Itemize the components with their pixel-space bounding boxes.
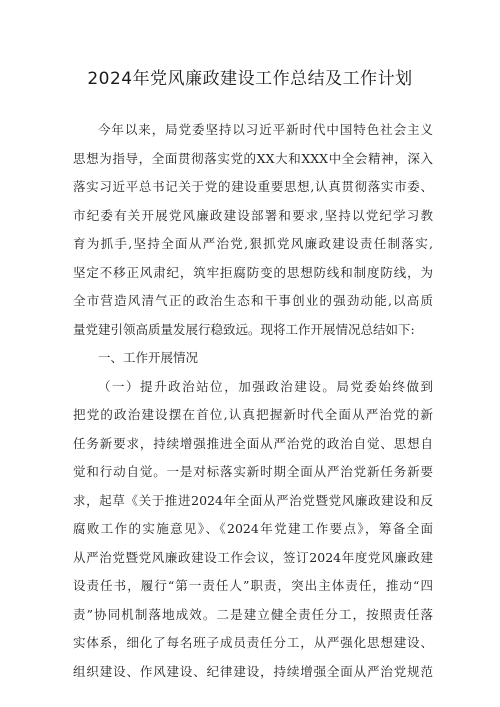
paragraph-line: 实体系，细化了每名班子成员责任分工，从严强化思想建设、 [73, 635, 433, 650]
paragraph-line: 落实习近平总书记关于党的建设重要思想,认真贯彻落实市委、 [73, 179, 433, 194]
paragraph-line: 设责任书，履行“第一责任人”职责，突出主体责任，推动“四 [73, 578, 433, 593]
paragraph-line: 坚定不移正风肃纪，筑牢拒腐防变的思想防线和制度防线，为 [73, 264, 433, 280]
paragraph-line: 腐败工作的实施意见》、《2024年党建工作要点》，筹备全面 [73, 521, 433, 536]
paragraph-line: 思想为指导，全面贯彻落实党的XX大和XXX中全会精神，深入 [73, 150, 433, 166]
subsection-heading-line: （一）提升政治站位，加强政治建设。局党委始终做到 [98, 378, 433, 394]
paragraph-line: 求，起草《关于推进2024年全面从严治党暨党风廉政建设和反 [73, 492, 433, 508]
paragraph-line: 全市营造风清气正的政治生态和干事创业的强劲动能,以高质 [73, 293, 433, 308]
document-body [73, 116, 433, 686]
paragraph-line: 量党建引领高质量发展行稳致远。现将工作开展情况总结如下: [73, 321, 415, 337]
section-heading: 一、工作开展情况 [98, 350, 199, 365]
paragraph-line: 组织建设、作风建设、纪律建设，持续增强全面从严治党规范 [73, 663, 433, 679]
paragraph-line: 今年以来，局党委坚持以习近平新时代中国特色社会主义 [98, 122, 433, 137]
paragraph-line: 任务新要求，持续增强推进全面从严治党的政治自觉、思想自 [73, 435, 433, 451]
paragraph-line: 责”协同机制落地成效。二是建立健全责任分工，按照责任落 [73, 606, 433, 622]
paragraph-line: 市纪委有关开展党风廉政建设部署和要求,坚持以党纪学习教 [73, 207, 433, 223]
paragraph-line: 把党的政治建设摆在首位,认真把握新时代全面从严治党的新 [73, 407, 433, 422]
paragraph-line: 从严治党暨党风廉政建设工作会议，签订2024年度党风廉政建 [73, 549, 433, 565]
paragraph-line: 育为抓手,坚持全面从严治党,狠抓党风廉政建设责任制落实, [73, 236, 433, 251]
paragraph-line: 觉和行动自觉。一是对标落实新时期全面从严治党新任务新要 [73, 464, 433, 479]
document-title: 2024年党风廉政建设工作总结及工作计划 [87, 69, 413, 89]
